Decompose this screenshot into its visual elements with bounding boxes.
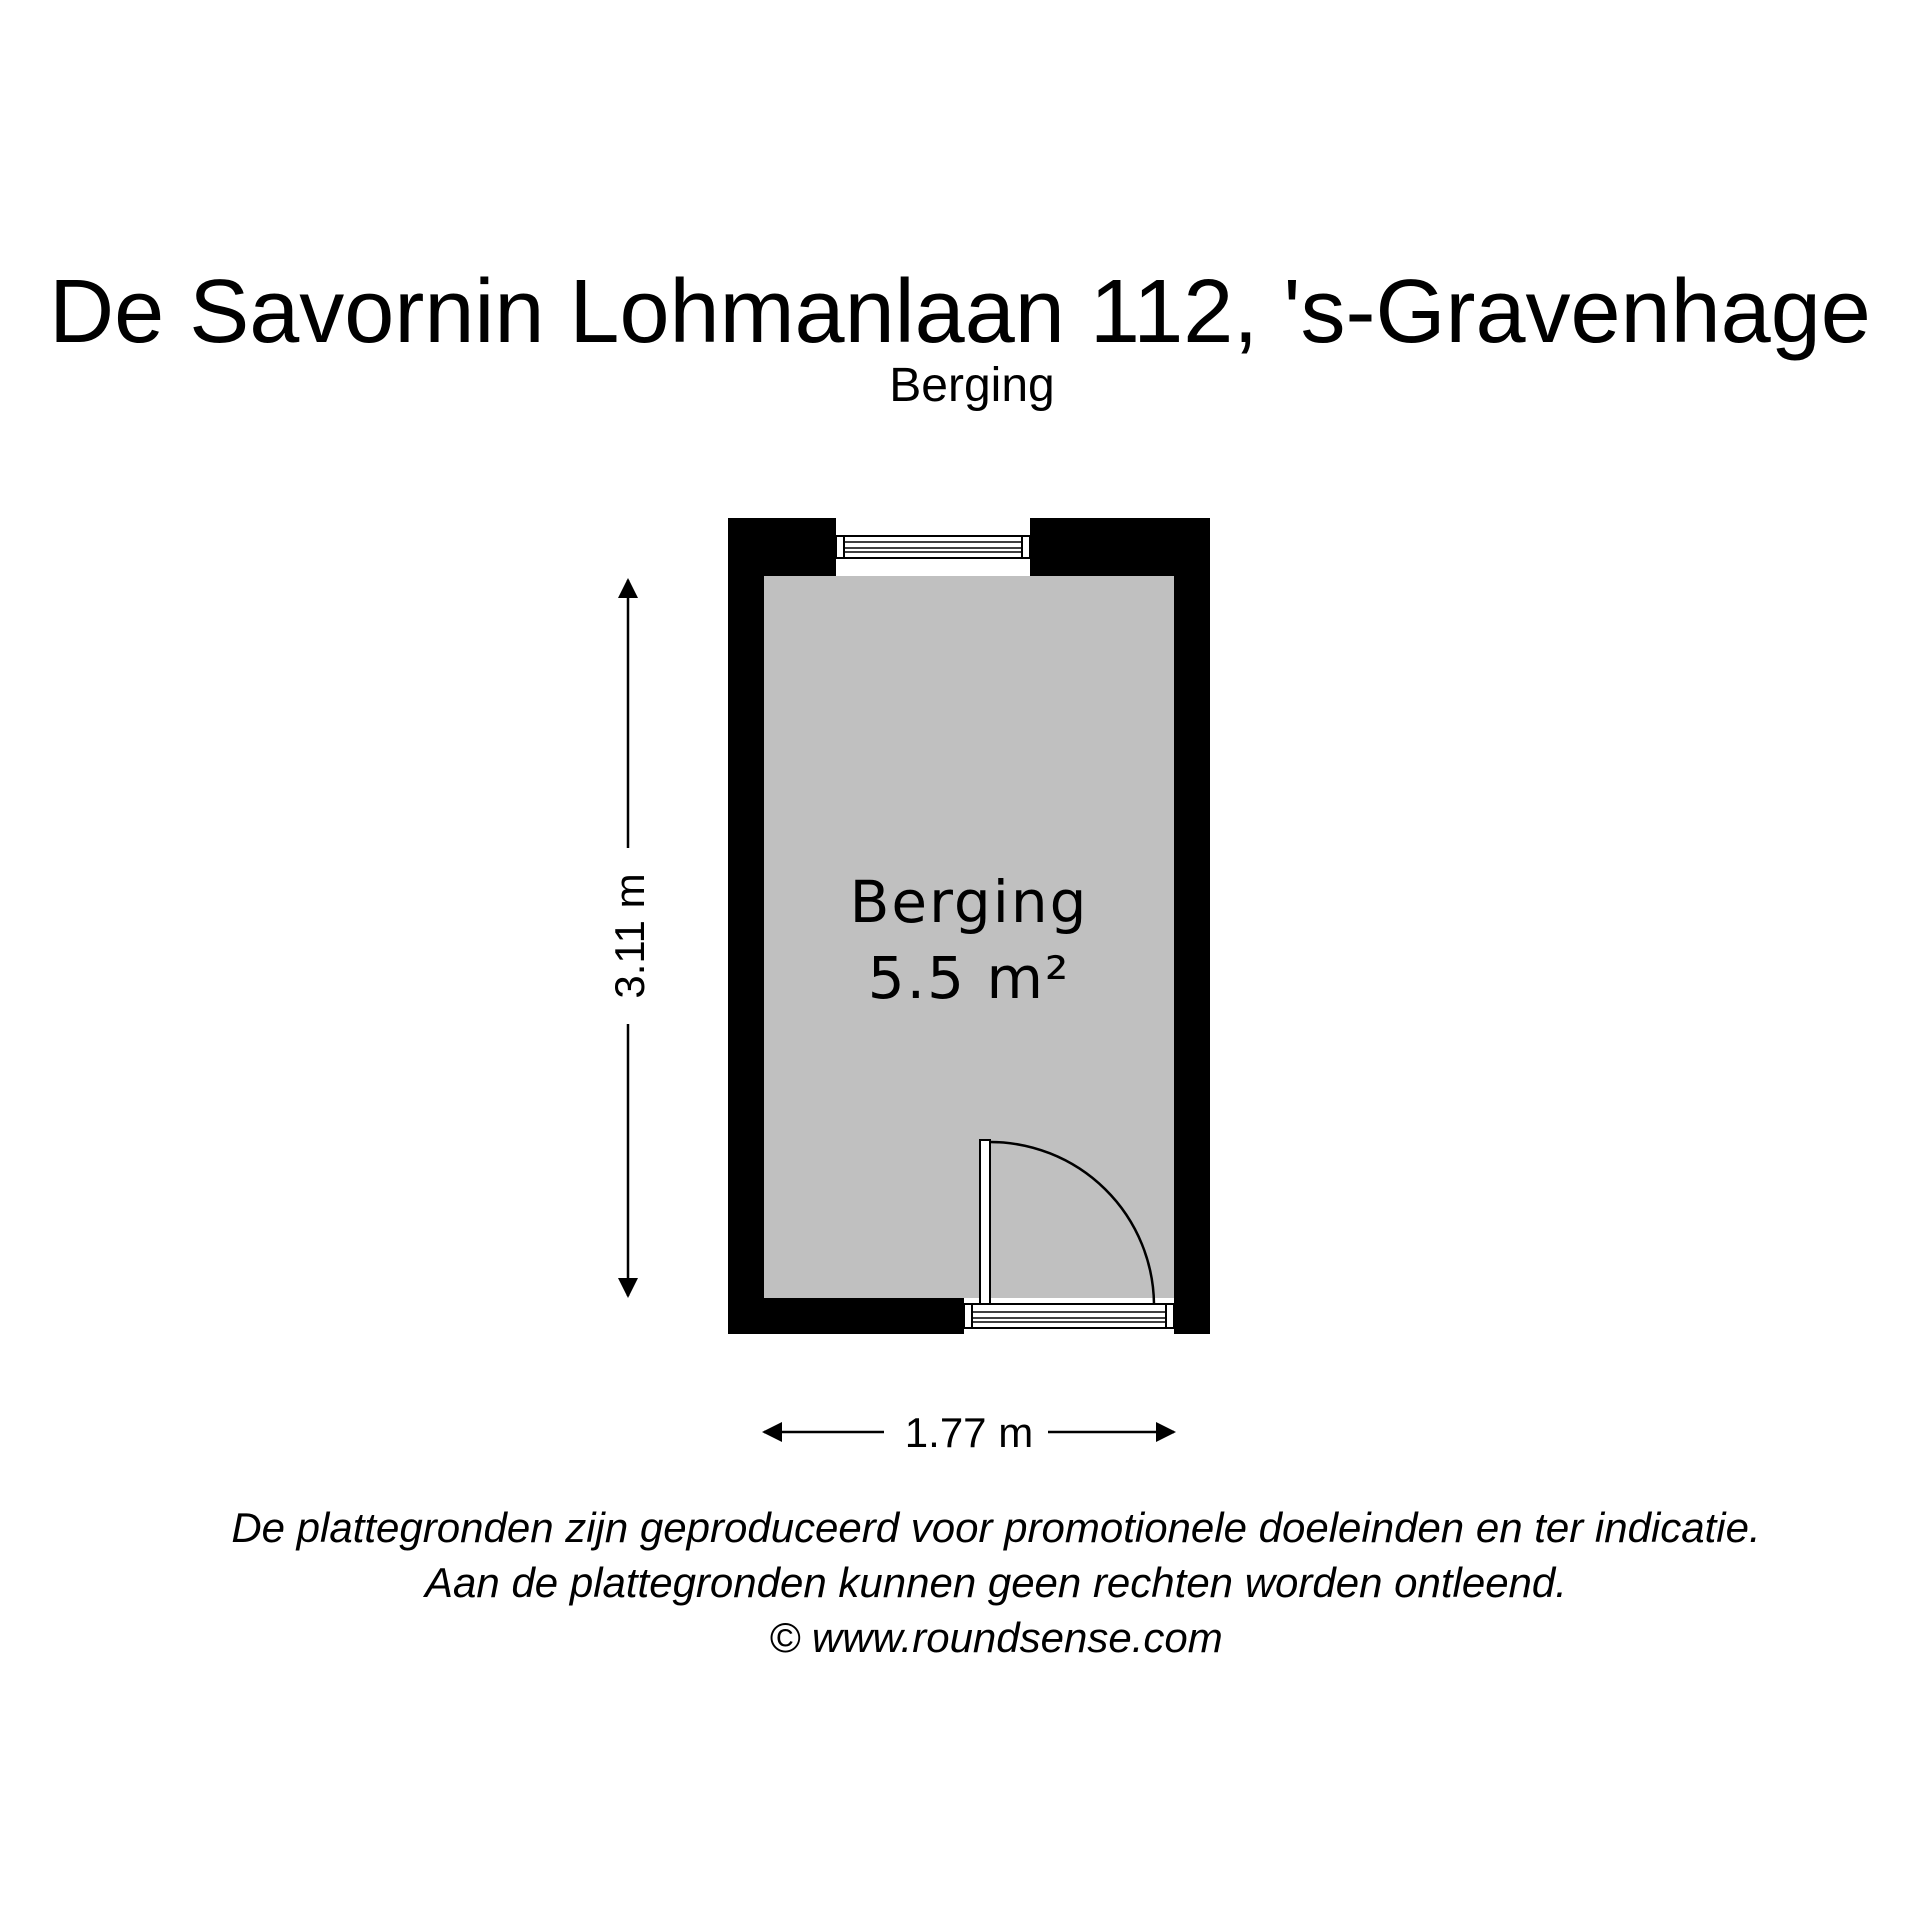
window-top <box>836 518 1030 576</box>
door-opening <box>964 1298 1174 1334</box>
page-subtitle: Berging <box>889 359 1055 412</box>
width-dimension-label: 1.77 m <box>904 1409 1034 1456</box>
copyright-link[interactable]: © www.roundsense.com <box>769 1614 1223 1661</box>
height-dimension-label: 3.11 m <box>606 873 653 999</box>
width-dimension <box>764 1409 1174 1456</box>
room-floor <box>764 576 1174 1298</box>
disclaimer-line-2: Aan de plattegronden kunnen geen rechten worden ontleend. <box>425 1559 1567 1606</box>
page-title: De Savornin Lohmanlaan 112, 's-Gravenhage <box>49 262 1871 362</box>
disclaimer-line-1: De plattegronden zijn geproduceerd voor promotionele doeleinden en ter indicatie. <box>231 1504 1761 1551</box>
height-dimension <box>606 580 653 1296</box>
disclaimer <box>0 1500 1920 1665</box>
room-area-label: 5.5 m² <box>867 944 1071 1012</box>
room-name-label: Berging <box>849 868 1089 936</box>
